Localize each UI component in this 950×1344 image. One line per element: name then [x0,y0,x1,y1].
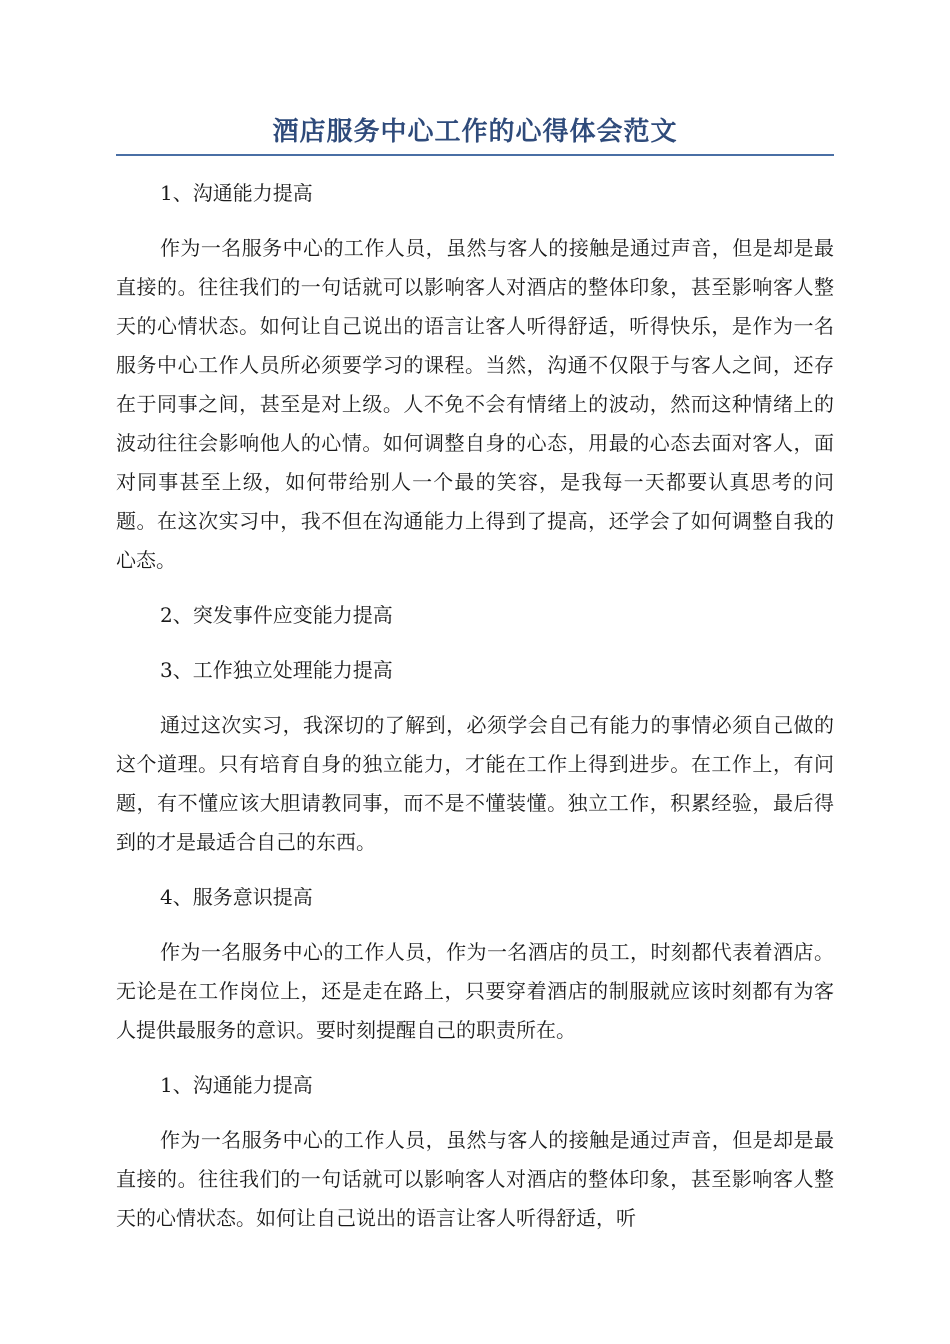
document-page [116,112,834,1254]
document-title: 酒店服务中心工作的心得体会范文 [272,117,678,147]
section-heading: 1、沟通能力提高 [160,181,313,205]
paragraph: 作为一名服务中心的工作人员，作为一名酒店的员工，时刻都代表着酒店。无论是在工作岗位上，还是走在路上，只要穿着酒店的制服就应该时刻都有为客人提供最服务的意识。要时刻提醒自己的职责所在。 [116,940,834,1042]
title-underline [116,154,834,156]
section-heading: 2、突发事件应变能力提高 [160,603,393,627]
section-heading: 1、沟通能力提高 [160,1073,313,1097]
paragraph: 通过这次实习，我深切的了解到，必须学会自己有能力的事情必须自己做的这个道理。只有培育自身的独立能力，才能在工作上得到进步。在工作上，有问题，有不懂应该大胆请教同事，而不是不懂装懂。独立工作，积累经验，最后得到的才是最适合自己的东西。 [116,713,834,854]
paragraph: 作为一名服务中心的工作人员，虽然与客人的接触是通过声音，但是却是最直接的。往往我们的一句话就可以影响客人对酒店的整体印象，甚至影响客人整天的心情状态。如何让自己说出的语言让客人听得舒适，听 [116,1128,834,1230]
section-heading: 4、服务意识提高 [160,885,313,909]
paragraph: 作为一名服务中心的工作人员，虽然与客人的接触是通过声音，但是却是最直接的。往往我们的一句话就可以影响客人对酒店的整体印象，甚至影响客人整天的心情状态。如何让自己说出的语言让客人听得舒适，听得快乐，是作为一名服务中心工作人员所必须要学习的课程。当然，沟通不仅限于与客人之间，还存在于同事之间，甚至是对上级。人不免不会有情绪上的波动，然而这种情绪上的波动往往会影响他人的心情。如何调整自身的心态，用最的心态去面对客人，面对同事甚至上级，如何带给别人一个最的笑容，是我每一天都要认真思考的问题。在这次实习中，我不但在沟通能力上得到了提高，还学会了如何调整自我的心态。 [116,236,834,572]
section-heading: 3、工作独立处理能力提高 [160,658,393,682]
